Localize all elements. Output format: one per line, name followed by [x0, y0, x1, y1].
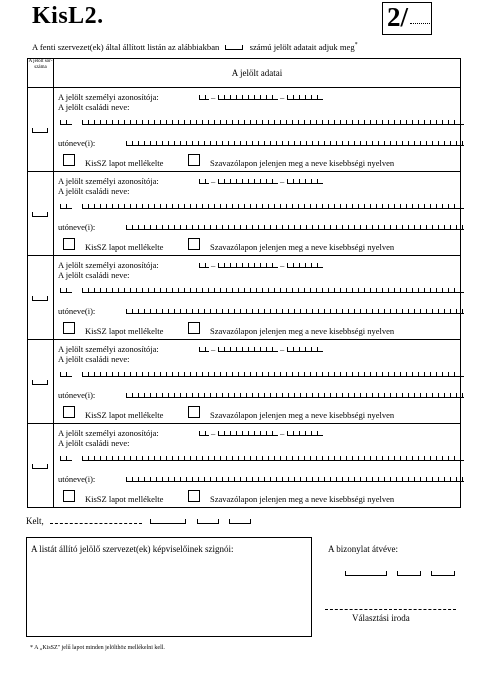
kissz-checkbox[interactable]: [63, 406, 75, 418]
seq-number-field[interactable]: [32, 380, 48, 385]
id-dash: –: [211, 176, 216, 186]
kissz-label: KisSZ lapot mellékelte: [85, 326, 164, 336]
candidate-row: [28, 172, 461, 256]
given-name-field[interactable]: [126, 393, 464, 398]
family-prefix-field[interactable]: [60, 288, 72, 293]
intro-star: *: [354, 42, 358, 49]
intro-after: számú jelölt adatait adjuk meg: [249, 42, 355, 52]
minority-checkbox[interactable]: [188, 238, 200, 250]
minority-label: Szavazólapon jelenjen meg a neve kisebbségi nyelven: [210, 242, 395, 252]
given-label: utóneve(i):: [58, 306, 96, 316]
id-field-2[interactable]: [218, 347, 278, 352]
receipt-month-field[interactable]: [397, 571, 421, 576]
id-dash: –: [211, 428, 216, 438]
kelt-day-field[interactable]: [229, 519, 251, 524]
receipt-year-field[interactable]: [345, 571, 387, 576]
data-cell: [54, 256, 461, 340]
receipt-date: [345, 563, 455, 581]
id-field-3[interactable]: [287, 95, 323, 100]
id-label: A jelölt személyi azonosítója:: [58, 260, 159, 270]
id-field-2[interactable]: [218, 179, 278, 184]
candidate-row: [28, 256, 461, 340]
family-label: A jelölt családi neve:: [58, 102, 130, 112]
id-dash: –: [211, 260, 216, 270]
id-field-3[interactable]: [287, 179, 323, 184]
page-number-field[interactable]: [410, 23, 430, 24]
col-header-data: A jelölt adatai: [54, 59, 461, 88]
id-dash: –: [280, 176, 285, 186]
id-field-1[interactable]: [199, 179, 209, 184]
minority-checkbox[interactable]: [188, 406, 200, 418]
office-signature-line[interactable]: [325, 609, 456, 610]
id-dash: –: [211, 92, 216, 102]
family-label: A jelölt családi neve:: [58, 186, 130, 196]
given-label: utóneve(i):: [58, 474, 96, 484]
kissz-label: KisSZ lapot mellékelte: [85, 242, 164, 252]
seq-cell: [28, 88, 54, 172]
id-dash: –: [211, 344, 216, 354]
id-field-2[interactable]: [218, 263, 278, 268]
form-code: KisL2.: [32, 3, 104, 29]
minority-label: Szavazólapon jelenjen meg a neve kisebbségi nyelven: [210, 326, 395, 336]
given-label: utóneve(i):: [58, 390, 96, 400]
receipt-label: A bizonylat átvéve:: [328, 544, 398, 554]
seq-number-field[interactable]: [32, 464, 48, 469]
minority-label: Szavazólapon jelenjen meg a neve kisebbségi nyelven: [210, 410, 395, 420]
kelt-place-field[interactable]: [50, 523, 142, 524]
minority-label: Szavazólapon jelenjen meg a neve kisebbségi nyelven: [210, 494, 395, 504]
given-name-field[interactable]: [126, 477, 464, 482]
candidate-row: [28, 424, 461, 508]
family-name-field[interactable]: [82, 456, 464, 461]
kissz-label: KisSZ lapot mellékelte: [85, 410, 164, 420]
family-prefix-field[interactable]: [60, 204, 72, 209]
minority-checkbox[interactable]: [188, 154, 200, 166]
page-number: 2/: [387, 2, 409, 32]
family-label: A jelölt családi neve:: [58, 354, 130, 364]
data-cell: [54, 172, 461, 256]
seq-cell: [28, 256, 54, 340]
id-label: A jelölt személyi azonosítója:: [58, 92, 159, 102]
family-prefix-field[interactable]: [60, 120, 72, 125]
id-field-3[interactable]: [287, 347, 323, 352]
col-header-seq: A jelölt sor-száma: [28, 59, 54, 88]
minority-label: Szavazólapon jelenjen meg a neve kisebbségi nyelven: [210, 158, 395, 168]
family-name-field[interactable]: [82, 120, 464, 125]
id-field-1[interactable]: [199, 431, 209, 436]
family-name-field[interactable]: [82, 288, 464, 293]
seq-cell: [28, 340, 54, 424]
kissz-checkbox[interactable]: [63, 490, 75, 502]
kissz-checkbox[interactable]: [63, 322, 75, 334]
candidates-table: [27, 58, 461, 508]
seq-number-field[interactable]: [32, 296, 48, 301]
kissz-label: KisSZ lapot mellékelte: [85, 494, 164, 504]
kissz-checkbox[interactable]: [63, 238, 75, 250]
id-label: A jelölt személyi azonosítója:: [58, 176, 159, 186]
intro-before: A fenti szervezet(ek) által állított listán az alábbiakban: [32, 42, 220, 52]
minority-checkbox[interactable]: [188, 490, 200, 502]
kelt-month-field[interactable]: [197, 519, 219, 524]
id-field-1[interactable]: [199, 347, 209, 352]
kelt-line: [26, 516, 251, 526]
kelt-year-field[interactable]: [150, 519, 186, 524]
receipt-day-field[interactable]: [431, 571, 455, 576]
family-name-field[interactable]: [82, 372, 464, 377]
data-cell: [54, 340, 461, 424]
footnote: * A „KisSZ" jelű lapot minden jelölthöz mellékelni kell.: [30, 645, 165, 651]
given-name-field[interactable]: [126, 309, 464, 314]
signature-label: A listát állító jelölő szervezet(ek) képviselőinek szignói:: [31, 544, 234, 554]
minority-checkbox[interactable]: [188, 322, 200, 334]
kissz-label: KisSZ lapot mellékelte: [85, 158, 164, 168]
family-prefix-field[interactable]: [60, 456, 72, 461]
given-label: utóneve(i):: [58, 222, 96, 232]
candidate-row: [28, 340, 461, 424]
seq-cell: [28, 172, 54, 256]
id-dash: –: [280, 260, 285, 270]
id-dash: –: [280, 344, 285, 354]
given-name-field[interactable]: [126, 141, 464, 146]
candidate-row: [28, 88, 461, 172]
id-field-3[interactable]: [287, 431, 323, 436]
seq-number-field[interactable]: [32, 212, 48, 217]
kelt-label: Kelt,: [26, 516, 44, 526]
seq-number-field[interactable]: [32, 128, 48, 133]
candidate-number-field[interactable]: [225, 45, 243, 50]
id-label: A jelölt személyi azonosítója:: [58, 428, 159, 438]
data-cell: [54, 88, 461, 172]
office-label: Választási iroda: [352, 613, 410, 623]
kissz-checkbox[interactable]: [63, 154, 75, 166]
id-field-2[interactable]: [218, 431, 278, 436]
id-dash: –: [280, 92, 285, 102]
id-field-1[interactable]: [199, 263, 209, 268]
given-label: utóneve(i):: [58, 138, 96, 148]
seq-cell: [28, 424, 54, 508]
id-field-1[interactable]: [199, 95, 209, 100]
family-label: A jelölt családi neve:: [58, 270, 130, 280]
id-field-3[interactable]: [287, 263, 323, 268]
family-prefix-field[interactable]: [60, 372, 72, 377]
data-cell: [54, 424, 461, 508]
family-label: A jelölt családi neve:: [58, 438, 130, 448]
family-name-field[interactable]: [82, 204, 464, 209]
id-dash: –: [280, 428, 285, 438]
id-field-2[interactable]: [218, 95, 278, 100]
intro-text: [32, 42, 358, 52]
given-name-field[interactable]: [126, 225, 464, 230]
id-label: A jelölt személyi azonosítója:: [58, 344, 159, 354]
